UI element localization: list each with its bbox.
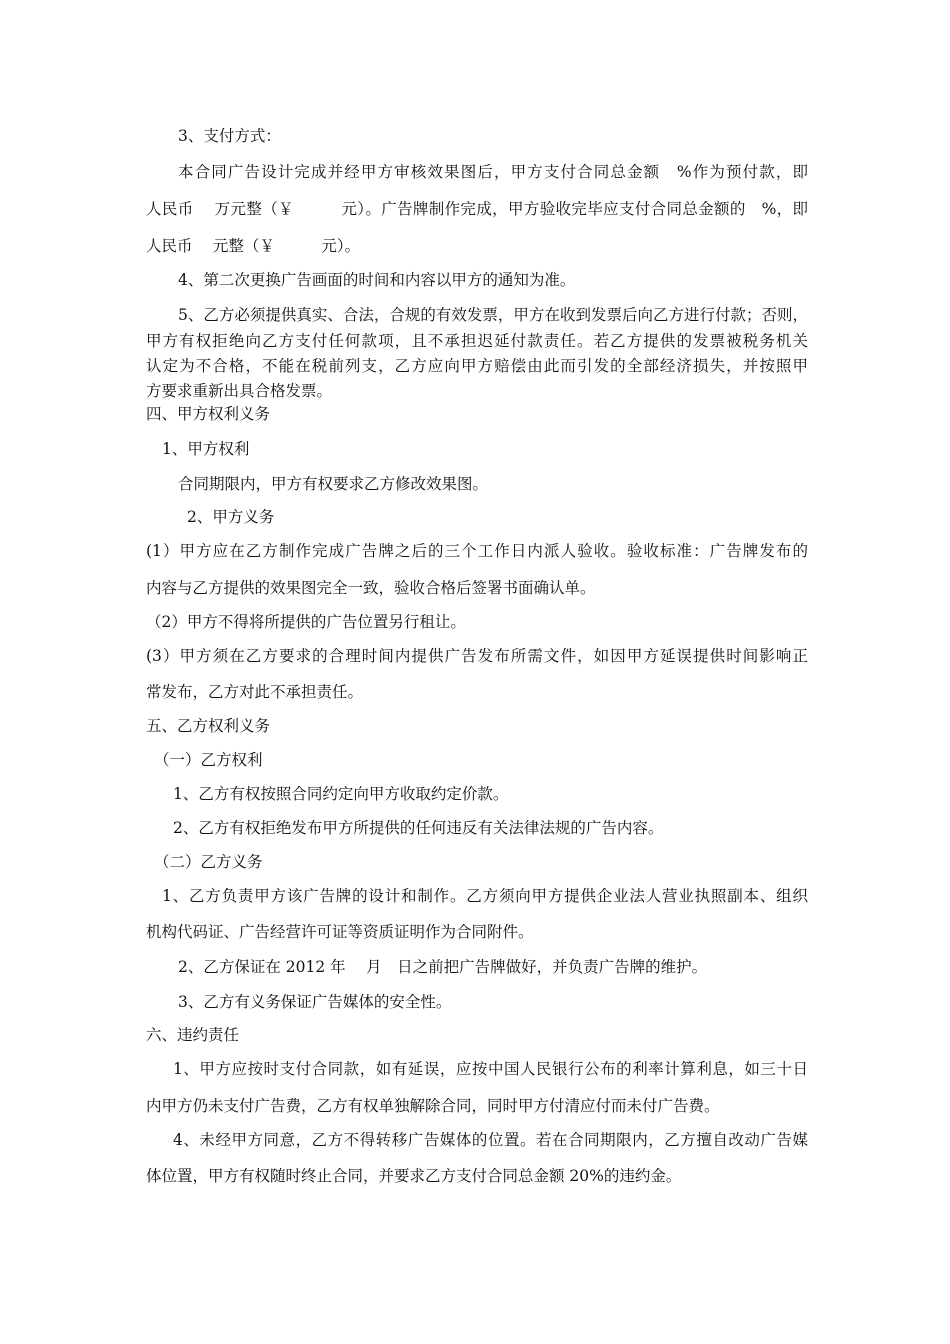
- paragraph-line: （2）甲方不得将所提供的广告位置另行租让。: [146, 613, 466, 631]
- paragraph-line: 4、第二次更换广告画面的时间和内容以甲方的通知为准。: [178, 271, 576, 289]
- paragraph-line: 内甲方仍未支付广告费，乙方有权单独解除合同，同时甲方付清应付而未付广告费。: [146, 1097, 720, 1115]
- paragraph-line: 甲方有权拒绝向乙方支付任何款项，且不承担迟延付款责任。若乙方提供的发票被税务机关: [146, 332, 808, 350]
- section-heading-party-a: 四、甲方权利义务: [146, 405, 271, 423]
- paragraph-line: 机构代码证、广告经营许可证等资质证明作为合同附件。: [146, 923, 534, 941]
- paragraph-line: 人民币 万元整（￥ 元）。广告牌制作完成，甲方验收完毕应支付合同总金额的 %，即: [146, 200, 808, 218]
- subheading-party-b-duties: （二）乙方义务: [154, 853, 263, 871]
- paragraph-line: 合同期限内，甲方有权要求乙方修改效果图。: [178, 475, 489, 493]
- section-heading-breach: 六、违约责任: [146, 1026, 240, 1044]
- paragraph-line: 1、乙方负责甲方该广告牌的设计和制作。乙方须向甲方提供企业法人营业执照副本、组织: [162, 887, 808, 905]
- paragraph-line: 2、乙方有权拒绝发布甲方所提供的任何违反有关法律法规的广告内容。: [173, 819, 664, 837]
- section-heading-party-b: 五、乙方权利义务: [146, 717, 271, 735]
- paragraph-line: 内容与乙方提供的效果图完全一致，验收合格后签署书面确认单。: [146, 579, 596, 597]
- subheading-party-a-duties: 2、甲方义务: [187, 508, 275, 526]
- section-payment-method: 3、支付方式：: [178, 127, 281, 145]
- subheading-party-a-rights: 1、甲方权利: [162, 440, 250, 458]
- paragraph-line: 方要求重新出具合格发票。: [146, 382, 333, 400]
- paragraph-line: 1、甲方应按时支付合同款，如有延误，应按中国人民银行公布的利率计算利息，如三十日: [173, 1060, 808, 1078]
- paragraph-line: 5、乙方必须提供真实、合法，合规的有效发票，甲方在收到发票后向乙方进行付款；否则，: [178, 306, 808, 324]
- paragraph-line: 常发布，乙方对此不承担责任。: [146, 683, 364, 701]
- paragraph-line: 4、未经甲方同意，乙方不得转移广告媒体的位置。若在合同期限内，乙方擅自改动广告媒: [173, 1131, 808, 1149]
- paragraph-line: (1）甲方应在乙方制作完成广告牌之后的三个工作日内派人验收。验收标准：广告牌发布的: [146, 542, 808, 560]
- paragraph-line: 2、乙方保证在 2012 年 月 日之前把广告牌做好，并负责广告牌的维护。: [178, 958, 708, 976]
- paragraph-line: 人民币 元整（￥ 元）。: [146, 237, 361, 255]
- paragraph-line: 本合同广告设计完成并经甲方审核效果图后，甲方支付合同总金额 %作为预付款，即: [178, 163, 808, 181]
- paragraph-line: 1、乙方有权按照合同约定向甲方收取约定价款。: [173, 785, 509, 803]
- paragraph-line: 体位置，甲方有权随时终止合同，并要求乙方支付合同总金额 20%的违约金。: [146, 1167, 682, 1185]
- paragraph-line: 3、乙方有义务保证广告媒体的安全性。: [178, 993, 452, 1011]
- paragraph-line: (3）甲方须在乙方要求的合理时间内提供广告发布所需文件，如因甲方延误提供时间影响正: [146, 647, 808, 665]
- paragraph-line: 认定为不合格，不能在税前列支，乙方应向甲方赔偿由此而引发的全部经济损失，并按照甲: [146, 357, 808, 375]
- subheading-party-b-rights: （一）乙方权利: [154, 751, 263, 769]
